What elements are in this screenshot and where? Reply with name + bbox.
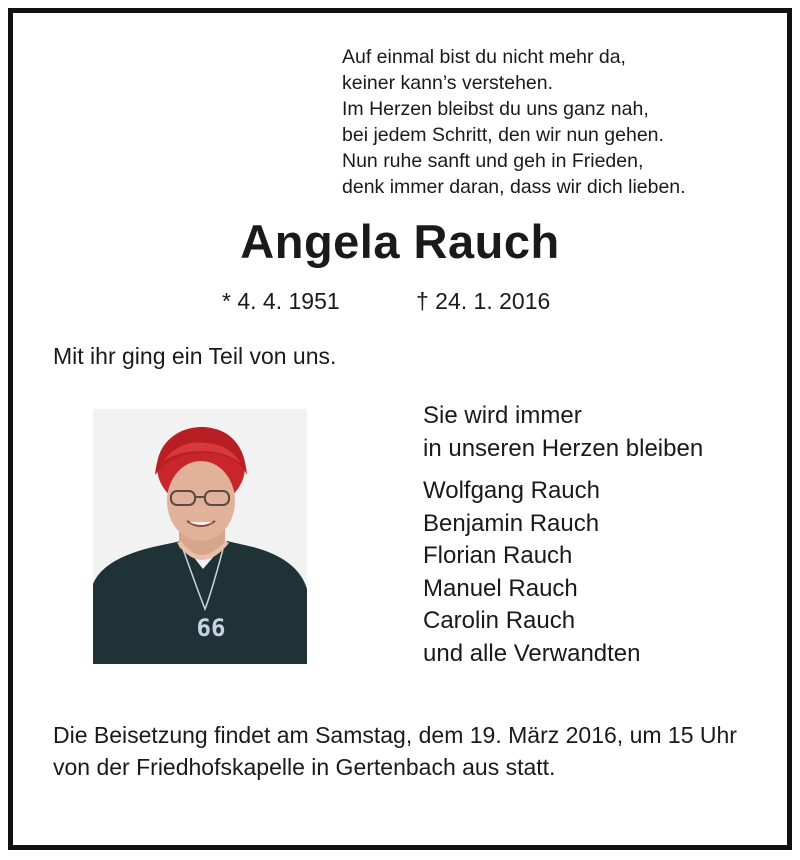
tribute-line: in unseren Herzen bleiben (423, 434, 704, 462)
poem (342, 44, 686, 200)
family-member: Carolin Rauch (423, 607, 576, 634)
portrait-photo (93, 409, 307, 664)
death-date: † 24. 1. 2016 (416, 288, 551, 314)
family-member: und alle Verwandten (423, 639, 641, 667)
poem-line: bei jedem Schritt, den wir nun gehen. (342, 124, 664, 146)
poem-line: Im Herzen bleibst du uns ganz nah, (342, 98, 649, 120)
family-signature (423, 400, 703, 670)
poem-line: Nun ruhe sanft und geh in Frieden, (342, 150, 644, 172)
portrait-illustration (93, 409, 307, 664)
family-member: Benjamin Rauch (423, 509, 600, 537)
shirt-number: 66 (196, 614, 226, 642)
birth-date: * 4. 4. 1951 (222, 288, 340, 314)
poem-line: denk immer daran, dass wir dich lieben. (342, 176, 686, 198)
poem-line: Auf einmal bist du nicht mehr da, (342, 46, 626, 68)
family-member: Manuel Rauch (423, 574, 578, 602)
poem-line: keiner kann’s verstehen. (342, 72, 554, 94)
family-member: Florian Rauch (423, 542, 573, 569)
deceased-name: Angela Rauch (240, 215, 560, 268)
motto: Mit ihr ging ein Teil von uns. (53, 343, 337, 369)
family-member: Wolfgang Rauch (423, 477, 600, 504)
tribute-line: Sie wird immer (423, 402, 582, 429)
funeral-notice: Die Beisetzung findet am Samstag, dem 19. März 2016, um 15 Uhr von der Friedhofskapelle in Gertenbach aus statt. (53, 722, 737, 780)
